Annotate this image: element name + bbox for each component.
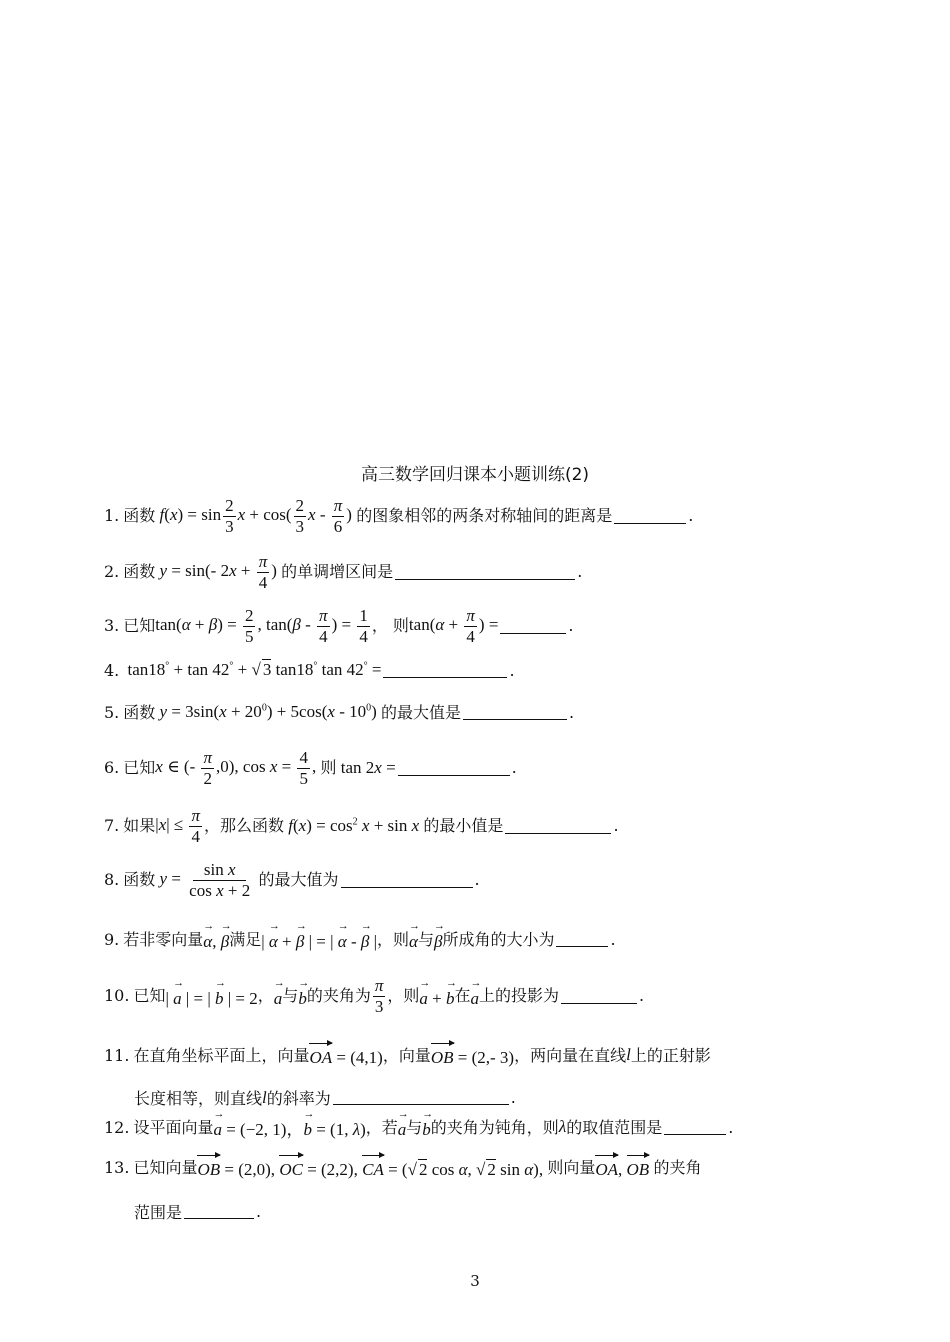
problem-text: 的取值范围是 [566, 1117, 663, 1137]
math-expression: x ∈ (- $\frac{\pi}{2}$ ,0), cos x = $\frac{4}{5}$ , [155, 748, 321, 788]
problem-number: 9. [104, 929, 120, 949]
problem-text: 上的正射影 [630, 1045, 711, 1065]
problem-6: 6. 已知 x ∈ (- $\frac{\pi}{2}$ ,0), cos x = $\frac{4}{5}$ , 则 tan 2x = . [104, 748, 517, 788]
problem-text: 如果 [123, 816, 156, 836]
problem-text: 上的投影为 [478, 986, 559, 1006]
problem-text: 已知向量 [133, 1157, 198, 1177]
problem-8: 8. 函数 y = $\frac{\text{sin x}}{\text{cos x + 2}}$ 的最大值为 . [104, 860, 480, 900]
answer-blank[interactable] [395, 565, 575, 580]
problem-text: 已知 [123, 758, 156, 778]
page-number: 3 [470, 1272, 480, 1290]
problem-11-continuation: 长度相等，则直线 l 的斜率为 . [134, 1087, 516, 1108]
math-expression: → β [434, 926, 442, 952]
problem-3: 3. 已知 tan(α + β) = $\frac{2}{5}$ , tan(β - $\frac{\pi}{4}$ ) = $\frac{1}{4}$ ， 则 tan(α + $\frac{\pi}{4}$ ) = . [104, 606, 574, 646]
math-expression: OB = (2,- 3) [431, 1042, 514, 1068]
problem-text: 若非零向量 [123, 929, 204, 949]
problem-13-continuation: 范围是 . [134, 1202, 262, 1222]
problem-text: ， 则 [371, 616, 409, 636]
problem-13 [104, 1154, 850, 1180]
math-expression: OB = (2,0), OC = (2,2), CA = (√ 2 cos α, √ 2 sin α), [197, 1154, 547, 1180]
page-title: 高三数学回归课本小题训练(2) [360, 465, 590, 485]
problem-number: 2. [104, 562, 120, 582]
problem-text: ，则 [377, 929, 410, 949]
math-expression: → a [398, 1114, 407, 1140]
problem-number: 5. [104, 702, 120, 722]
math-expression: tan(α + β) = $\frac{2}{5}$ , tan(β - $\frac{\pi}{4}$ ) = $\frac{1}{4}$ [155, 606, 368, 646]
problem-number: 12. [104, 1117, 130, 1137]
problem-text: 的夹角为钝角，则 [430, 1117, 559, 1137]
problem-text: ， [257, 986, 274, 1006]
answer-blank[interactable] [341, 873, 473, 888]
math-expression: → α, → β [203, 926, 229, 952]
problem-text: 的图象相邻的两条对称轴间的距离是 [356, 506, 613, 526]
problem-number: 11. [104, 1045, 130, 1065]
math-expression: → b [422, 1114, 431, 1140]
math-expression: |x| ≤ $\frac{\pi}{4}$ [155, 806, 200, 846]
problem-10: 10. 已知 | → a | = | → b | = 2 ， → a 与 → b 的夹角为 $\frac{\pi}{3}$ ，则 → a + → b 在 → a 上的投影为 . [104, 976, 850, 1016]
problem-text: 的夹角为 [306, 986, 371, 1006]
problem-11 [104, 1042, 850, 1068]
problem-text: 则 [320, 758, 337, 778]
math-expression: λ [558, 1117, 567, 1136]
problem-text: 设平面向量 [133, 1117, 214, 1137]
math-expression: | → α + → β | = | → α - → β | [261, 926, 377, 952]
problem-number: 7. [104, 816, 120, 836]
answer-blank[interactable] [664, 1120, 726, 1135]
problem-9: 9. 若非零向量 → α, → β 满足 | → α + → β | = | → α - → β | ，则 → α 与 → β 所成角的大小为 . [104, 926, 850, 952]
answer-blank[interactable] [561, 989, 637, 1004]
math-expression: tan(α + $\frac{\pi}{4}$ ) = [408, 606, 499, 646]
problem-7: 7. 如果 |x| ≤ $\frac{\pi}{4}$ ，那么函数 $f(x) = \cos^2 x + \sin x$ 的最小值是 . [104, 806, 619, 846]
math-expression: → a = (−2, 1)，→ b = (1, λ) [213, 1114, 365, 1140]
problem-text: ，向量 [382, 1045, 431, 1065]
problem-text: 在直角坐标平面上，向量 [133, 1045, 310, 1065]
problem-text: 范围是 [134, 1203, 183, 1222]
problem-text: 函数 [123, 562, 156, 582]
problem-text: 的单调增区间是 [281, 562, 394, 582]
math-expression: f(x) = sin $\frac{2}{3}$ x + cos( $\frac{2}{3}$ x - $\frac{\pi}{6}$ ) [159, 496, 357, 536]
problem-1: 1. 函数 f(x) = sin $\frac{2}{3}$ x + cos( $\frac{2}{3}$ x - $\frac{\pi}{6}$ ) 的图象相邻的两条对称轴间的距离是 . [104, 496, 694, 536]
problem-text: 长度相等，则直线 [134, 1089, 263, 1108]
math-expression: tan18° + tan 42° + √ 3 tan18° tan 42° = [123, 660, 382, 679]
answer-blank[interactable] [333, 1090, 509, 1105]
problem-text: ，两向量在直线 [514, 1045, 627, 1065]
math-expression: → a + → b [419, 983, 454, 1009]
problem-number: 13. [104, 1157, 130, 1177]
math-expression: → α [409, 926, 418, 952]
problem-text: 的斜率为 [266, 1089, 331, 1108]
math-expression: y = $\frac{\text{sin x}}{\text{cos x + 2}}$ [159, 860, 251, 900]
math-expression: l [626, 1045, 631, 1064]
answer-blank[interactable] [398, 761, 510, 776]
problem-text: 所成角的大小为 [442, 929, 555, 949]
problem-number: 4. [104, 660, 120, 680]
math-expression: | → a | = | → b | = 2 [165, 983, 257, 1009]
problem-number: 8. [104, 870, 120, 890]
problem-text: 与 [406, 1117, 423, 1137]
problem-number: 1. [104, 506, 120, 526]
problem-text: 与 [417, 929, 434, 949]
problem-4: 4. tan18° + tan 42° + √ 3 tan18° tan 42° = . [104, 660, 515, 680]
answer-blank[interactable] [500, 619, 566, 634]
problem-text: 满足 [229, 929, 262, 949]
problem-text: 的最大值是 [381, 702, 462, 722]
problem-text: 函数 [123, 702, 156, 722]
problem-12: 12. 设平面向量 → a = (−2, 1)，→ b = (1, λ) ，若 → a 与 → b 的夹角为钝角，则 λ 的取值范围是 . [104, 1114, 850, 1140]
problem-number: 10. [104, 986, 130, 1006]
answer-blank[interactable] [614, 509, 686, 524]
math-expression: → a [274, 983, 283, 1009]
answer-blank[interactable] [463, 705, 567, 720]
problem-text: 的最大值为 [258, 870, 339, 890]
problem-2: 2. 函数 y = sin(- 2x + $\frac{\pi}{4}$ ) 的单调增区间是 . [104, 552, 583, 592]
problem-number: 6. [104, 758, 120, 778]
problem-text: ，那么函数 [204, 816, 285, 836]
math-expression: OA = (4,1) [309, 1042, 382, 1068]
problem-text: ，若 [365, 1117, 398, 1137]
math-expression: $\frac{\pi}{3}$ [374, 976, 384, 1016]
problem-text: 函数 [123, 870, 156, 890]
answer-blank[interactable] [184, 1204, 254, 1219]
math-expression: → a [470, 983, 479, 1009]
problem-text: 已知 [133, 986, 166, 1006]
math-expression: OA, OB [595, 1154, 653, 1180]
math-expression: $f(x) = \cos^2 x + \sin x$ [288, 815, 420, 835]
answer-blank[interactable] [383, 663, 507, 678]
problem-text: 的最小值是 [423, 816, 504, 836]
problem-number: 3. [104, 616, 120, 636]
math-expression: → b [298, 983, 307, 1009]
problem-text: 在 [454, 986, 471, 1006]
math-expression: tan 2x = [336, 757, 396, 777]
problem-text: 已知 [123, 616, 156, 636]
math-expression: y = sin(- 2x + $\frac{\pi}{4}$ ) [159, 552, 282, 592]
math-expression: $y = 3\sin(x + 20^0) + 5\cos(x - 10^0)$ [159, 702, 382, 721]
problem-text: 的夹角 [653, 1157, 702, 1177]
problem-text: 函数 [123, 506, 156, 526]
answer-blank[interactable] [505, 819, 611, 834]
answer-blank[interactable] [556, 932, 608, 947]
problem-5: 5. 函数 $y = 3\sin(x + 20^0) + 5\cos(x - 10^0)$ 的最大值是 . [104, 702, 575, 722]
problem-text: ，则 [387, 986, 420, 1006]
problem-text: 则向量 [547, 1157, 596, 1177]
math-expression: l [262, 1087, 267, 1107]
problem-text: 与 [282, 986, 299, 1006]
